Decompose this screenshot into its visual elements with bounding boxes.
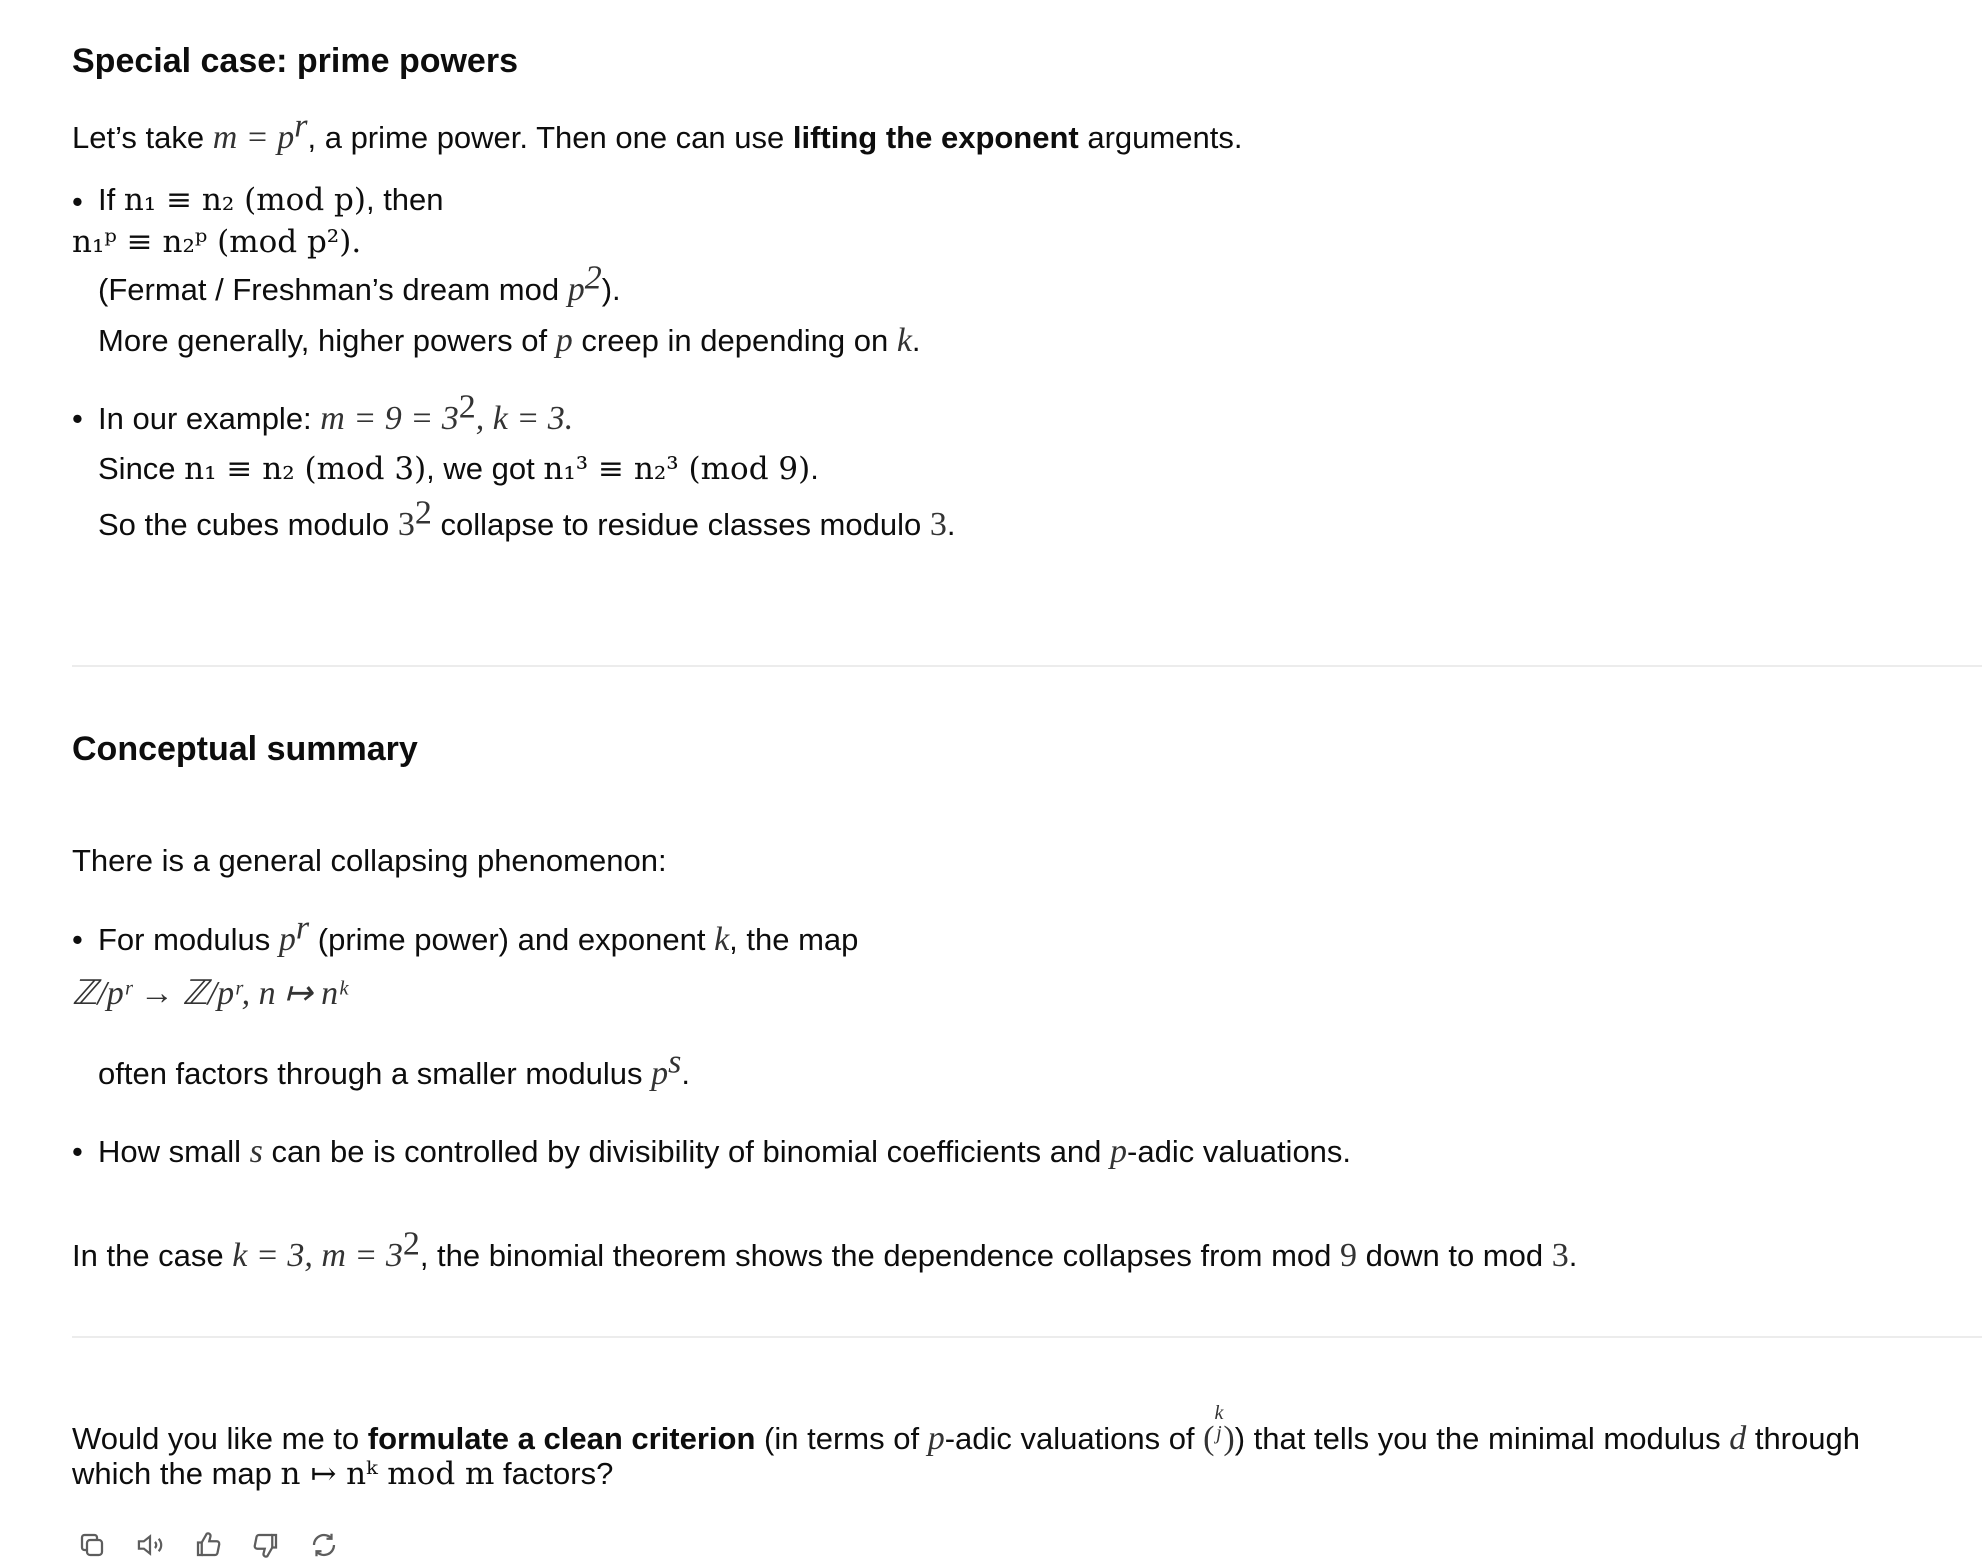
- bullet-2-line-2: Since n₁ ≡ n₂ (mod 3), we got n₁³ ≡ n₂³ (mod 9).: [98, 451, 819, 487]
- paragraph-case: In the case k = 3, $m = 3^2$, the binomial theorem shows the dependence collapses from mod 9 down to mod 3.: [72, 1225, 1578, 1274]
- bullet-2-line-1: In our example: $m = 9 = 3^2$, k = 3.: [98, 388, 574, 437]
- thumbs-up-icon: [193, 1530, 223, 1560]
- regenerate-button[interactable]: [304, 1528, 344, 1562]
- good-response-button[interactable]: [188, 1528, 228, 1562]
- display-math-map: ℤ/pʳ → ℤ/pʳ, n ↦ nᵏ: [72, 975, 348, 1012]
- bullet-dot: •: [72, 1134, 83, 1169]
- copy-button[interactable]: [72, 1528, 112, 1562]
- bullet-1-line-1: If n₁ ≡ n₂ (mod p), then: [98, 182, 444, 218]
- bullet-1-line-3: More generally, higher powers of p creep in depending on k.: [98, 322, 921, 359]
- display-math-fermat: n₁ᵖ ≡ n₂ᵖ (mod p²).: [72, 224, 362, 260]
- paragraph-intro: Let’s take $m = p^r$, a prime power. Then one can use lifting the exponent arguments.: [72, 107, 1243, 156]
- copy-icon: [77, 1530, 107, 1560]
- summary-bullet-2: How small s can be is controlled by divisibility of binomial coefficients and p-adic valuations.: [98, 1133, 1352, 1170]
- bullet-dot: •: [72, 401, 83, 436]
- regenerate-icon: [309, 1530, 339, 1560]
- read-aloud-button[interactable]: [130, 1528, 170, 1562]
- summary-bullet-1-line-1: For modulus $p^r$ (prime power) and exponent k, the map: [98, 909, 859, 958]
- bullet-2-line-3: So the cubes modulo $3^2$ collapse to residue classes modulo 3.: [98, 494, 956, 543]
- bullet-1-line-2: (Fermat / Freshman’s dream mod $p^2$).: [98, 259, 621, 308]
- bad-response-button[interactable]: [246, 1528, 286, 1562]
- followup-question-line-1: Would you like me to formulate a clean criterion (in terms of p-adic valuations of (k j)) that tells you the minimal modulus d through: [72, 1402, 1860, 1457]
- divider: [72, 665, 1982, 667]
- message-actions: [72, 1528, 344, 1562]
- section-heading-prime-powers: Special case: prime powers: [72, 42, 518, 80]
- followup-question-line-2: which the map n ↦ nᵏ mod m factors?: [72, 1456, 614, 1492]
- section-heading-conceptual-summary: Conceptual summary: [72, 730, 418, 768]
- bullet-dot: •: [72, 922, 83, 957]
- bullet-dot: •: [72, 184, 83, 219]
- binomial-coefficient: k j: [1214, 1402, 1224, 1444]
- read-aloud-icon: [134, 1530, 166, 1560]
- summary-bullet-1-line-3: often factors through a smaller modulus $p^s$.: [98, 1043, 690, 1092]
- divider: [72, 1336, 1982, 1338]
- thumbs-down-icon: [251, 1530, 281, 1560]
- paragraph-summary-intro: There is a general collapsing phenomenon:: [72, 843, 667, 878]
